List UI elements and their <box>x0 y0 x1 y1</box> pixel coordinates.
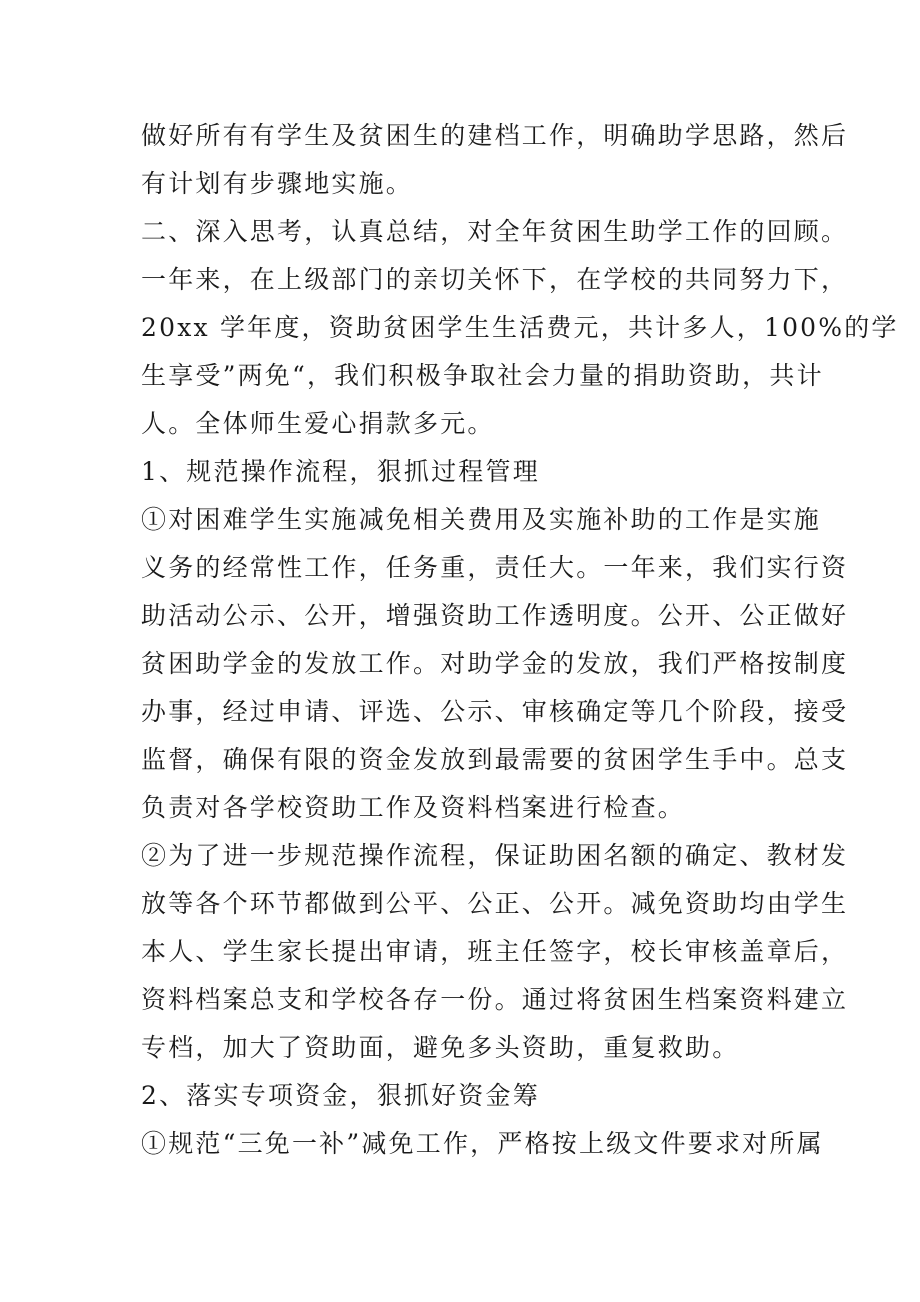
text-line: ①对困难学生实施减免相关费用及实施补助的工作是实施 <box>141 505 822 534</box>
text-line: 助活动公示、公开，增强资助工作透明度。公开、公正做好 <box>141 601 849 630</box>
text-line: 义务的经常性工作，任务重，责任大。一年来，我们实行资 <box>141 553 849 582</box>
text-line: ①规范“三免一补”减免工作，严格按上级文件要求对所属 <box>141 1129 824 1158</box>
text-line: 一年来，在上级部门的亲切关怀下，在学校的共同努力下， <box>141 265 849 294</box>
text-line: 监督，确保有限的资金发放到最需要的贫困学生手中。总支 <box>141 745 849 774</box>
subsection-heading: 2、落实专项资金，狠抓好资金筹 <box>141 1081 540 1110</box>
document-body <box>141 112 899 1168</box>
text-line: 本人、学生家长提出审请，班主任签字，校长审核盖章后， <box>141 937 849 966</box>
text-line: 有计划有步骤地实施。 <box>141 169 414 198</box>
text-line: 专档，加大了资助面，避免多头资助，重复救助。 <box>141 1033 740 1062</box>
text-line: 放等各个环节都做到公平、公正、公开。减免资助均由学生 <box>141 889 849 918</box>
text-line: 人。全体师生爱心捐款多元。 <box>141 409 495 438</box>
subsection-heading: 1、规范操作流程，狠抓过程管理 <box>141 457 540 486</box>
text-line: 办事，经过申请、评选、公示、审核确定等几个阶段，接受 <box>141 697 849 726</box>
text-line: 贫困助学金的发放工作。对助学金的发放，我们严格按制度 <box>141 649 849 678</box>
text-line: 生享受”两免“，我们积极争取社会力量的捐助资助，共计 <box>141 361 824 390</box>
text-line: 20xx 学年度，资助贫困学生生活费元，共计多人，100%的学 <box>141 313 899 342</box>
text-line: 做好所有有学生及贫困生的建档工作，明确助学思路，然后 <box>141 121 849 150</box>
text-line: 负责对各学校资助工作及资料档案进行检查。 <box>141 793 686 822</box>
text-line: 资料档案总支和学校各存一份。通过将贫困生档案资料建立 <box>141 985 849 1014</box>
section-heading: 二、深入思考，认真总结，对全年贫困生助学工作的回顾。 <box>141 217 849 246</box>
text-line: ②为了进一步规范操作流程，保证助困名额的确定、教材发 <box>141 841 849 870</box>
